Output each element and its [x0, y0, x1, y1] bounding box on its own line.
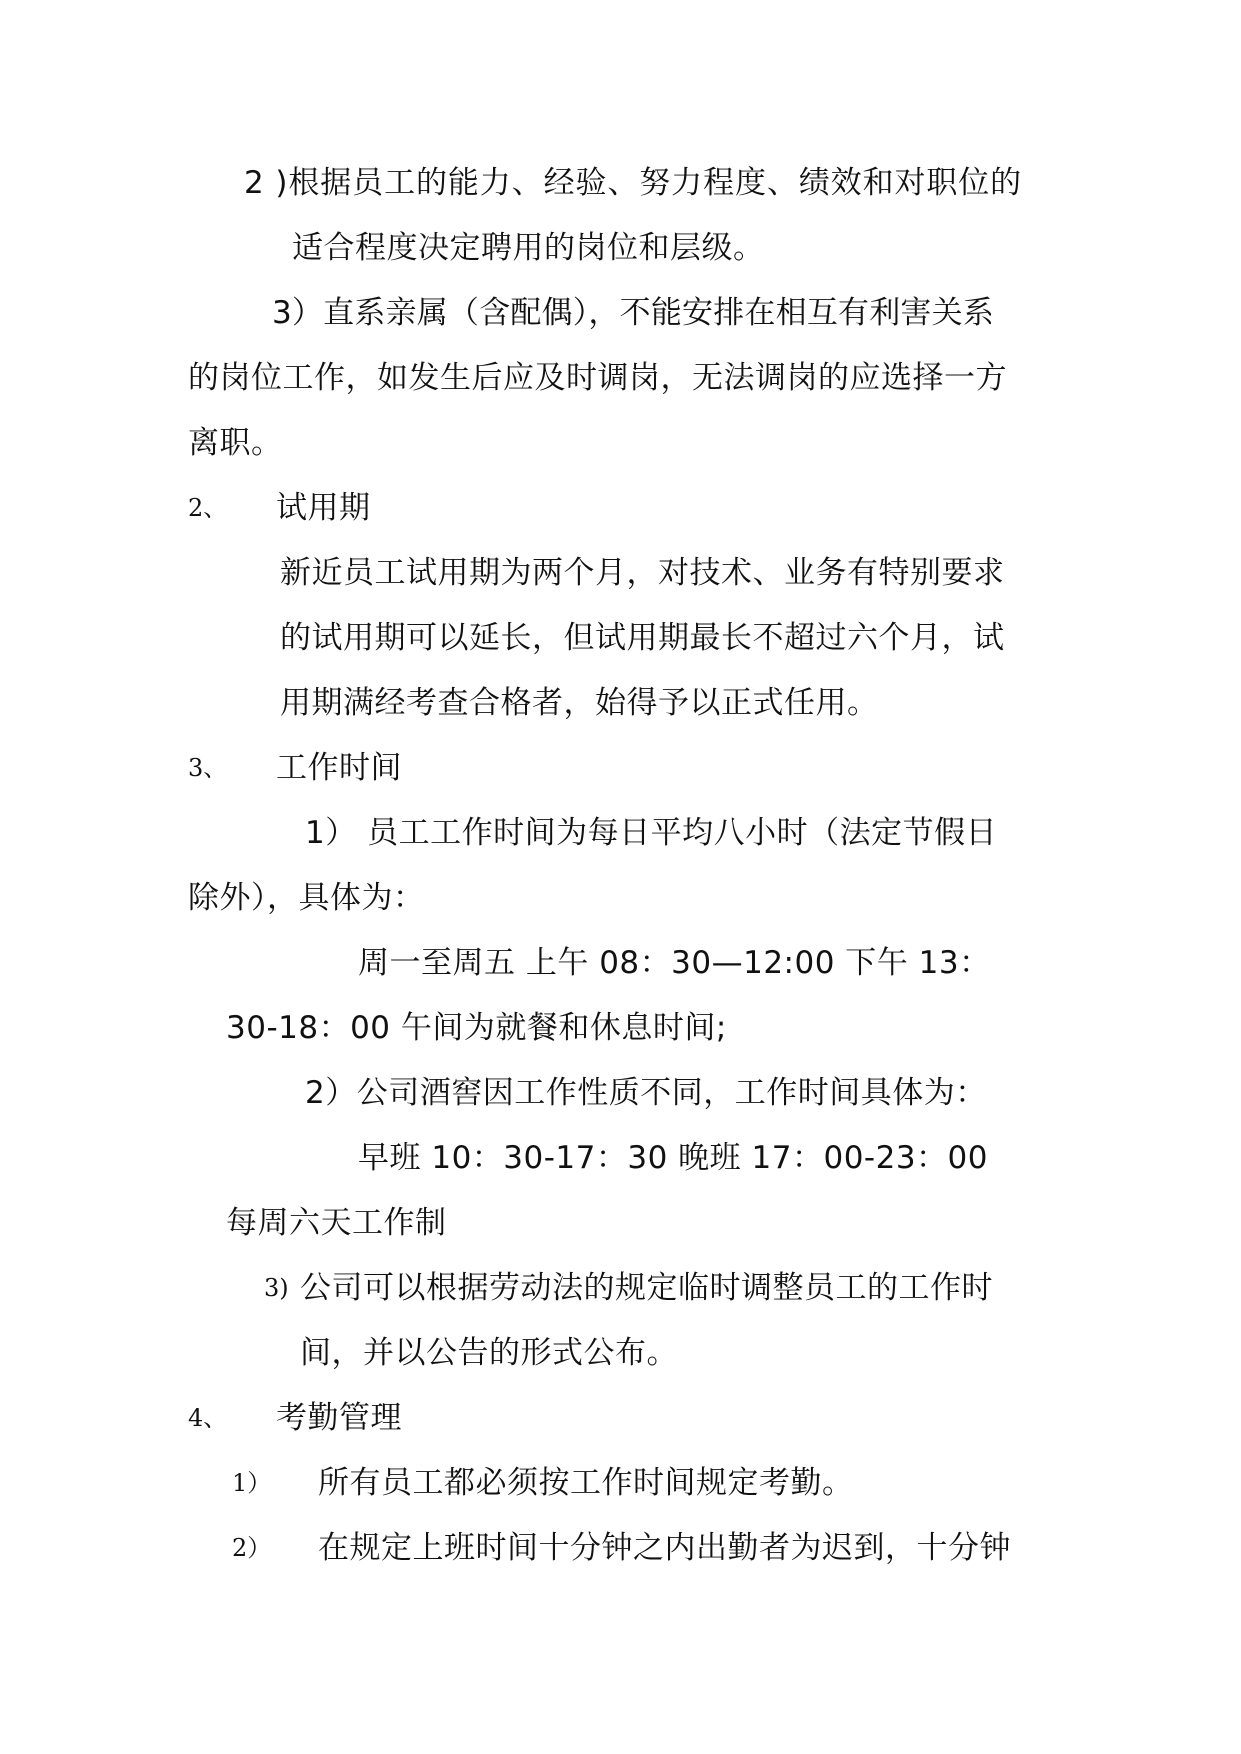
text-line: 离职。: [188, 425, 283, 461]
text-line: 间，并以公告的形式公布。: [300, 1335, 678, 1371]
text-line: 公司可以根据劳动法的规定临时调整员工的工作时: [300, 1270, 993, 1306]
text-line: 的岗位工作，如发生后应及时调岗，无法调岗的应选择一方: [188, 360, 1007, 396]
text-line: 除外），具体为：: [188, 880, 425, 916]
text-line: 的试用期可以延长，但试用期最长不超过六个月，试: [280, 620, 1005, 656]
section-number: 2、: [188, 494, 228, 522]
section-number: 4、: [188, 1404, 228, 1432]
text-line: 30-18：00 午间为就餐和休息时间;: [226, 1010, 727, 1046]
text-line: 1） 员工工作时间为每日平均八小时（法定节假日: [305, 815, 998, 851]
text-line: 2）公司酒窖因工作性质不同，工作时间具体为：: [305, 1075, 987, 1111]
text-line: 3）直系亲属（含配偶），不能安排在相互有利害关系: [272, 295, 995, 331]
section-number: 3、: [188, 754, 228, 782]
list-number: 2）: [232, 1534, 272, 1562]
list-number: 1）: [232, 1469, 272, 1497]
text-line: 每周六天工作制: [226, 1205, 447, 1241]
text-line: 适合程度决定聘用的岗位和层级。: [292, 230, 765, 266]
text-line: 在规定上班时间十分钟之内出勤者为迟到，十分钟: [318, 1530, 1011, 1566]
text-line: 2 )根据员工的能力、经验、努力程度、绩效和对职位的: [244, 165, 1023, 201]
text-line: 新近员工试用期为两个月，对技术、业务有特别要求: [280, 555, 1005, 591]
text-line: 早班 10：30-17：30 晚班 17：00-23：00: [358, 1140, 989, 1176]
section-heading: 试用期: [276, 490, 371, 526]
list-number: 3): [264, 1274, 289, 1302]
text-line: 周一至周五 上午 08：30—12:00 下午 13：: [358, 945, 991, 981]
text-line: 所有员工都必须按工作时间规定考勤。: [318, 1465, 854, 1501]
text-line: 用期满经考查合格者，始得予以正式任用。: [280, 685, 879, 721]
section-heading: 考勤管理: [276, 1400, 402, 1436]
section-heading: 工作时间: [276, 750, 402, 786]
